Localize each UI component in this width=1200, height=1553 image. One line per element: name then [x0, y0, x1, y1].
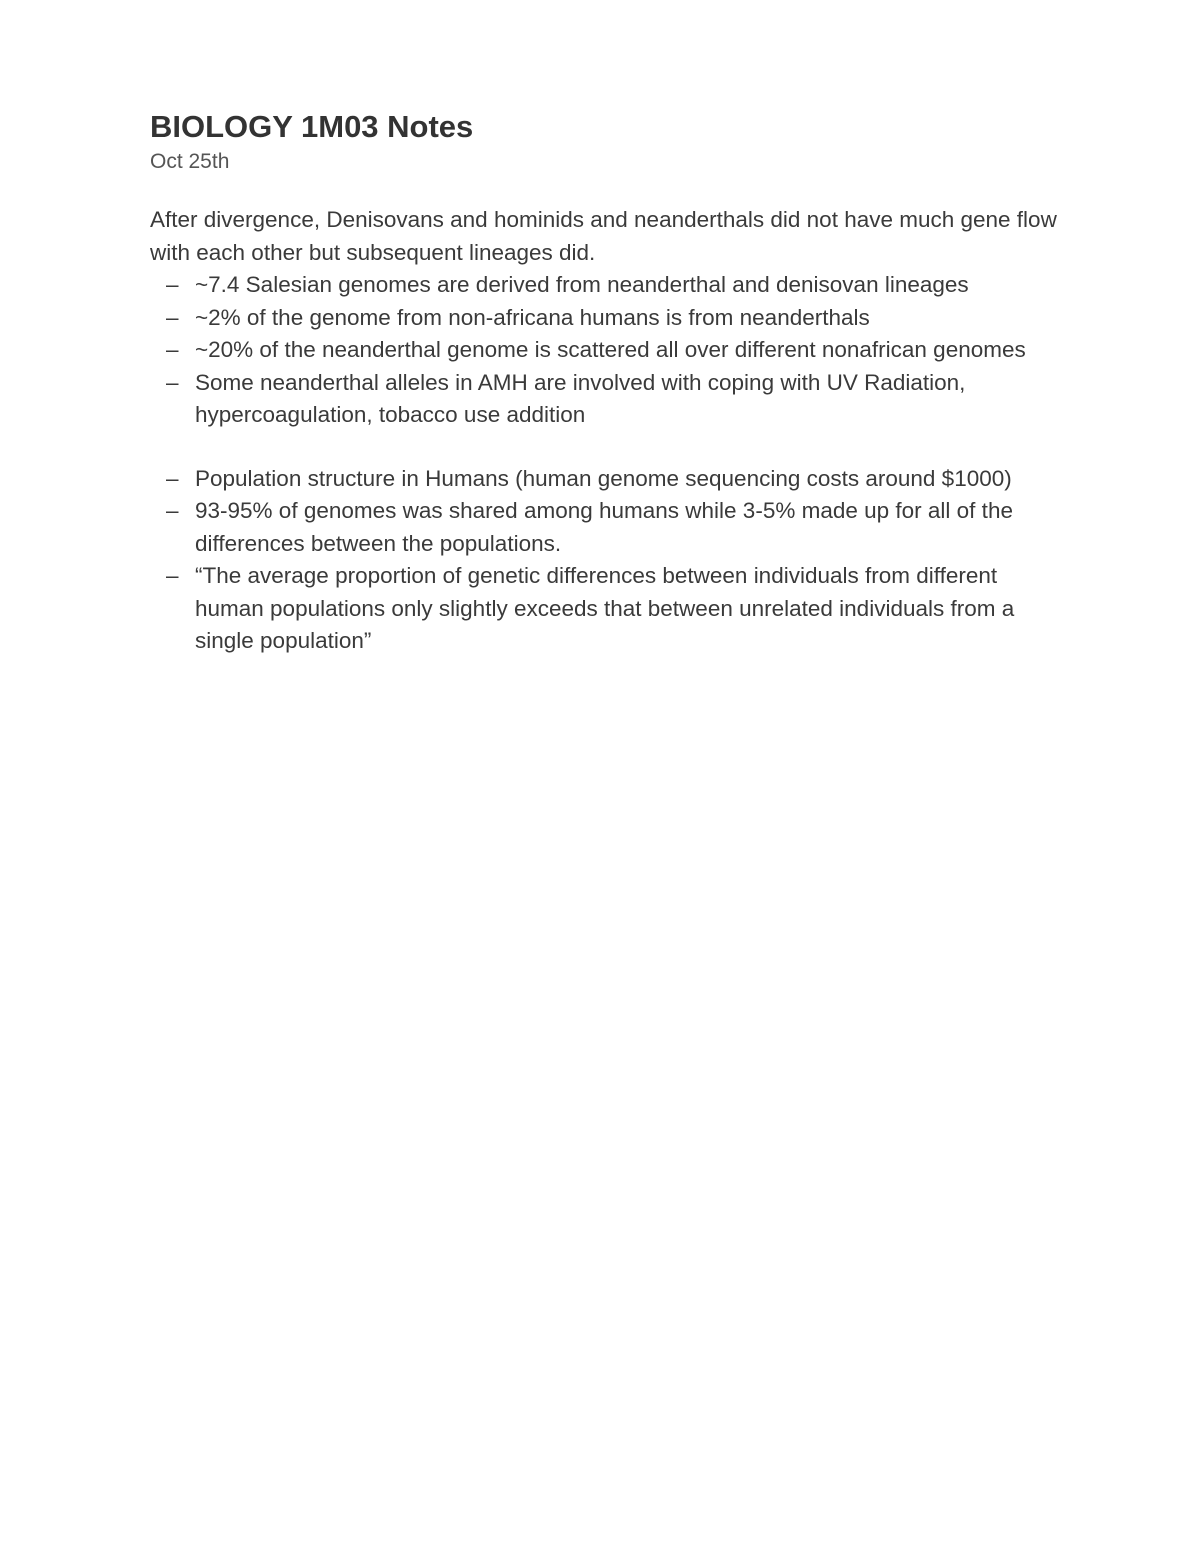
list-item	[150, 560, 1060, 658]
list-item	[150, 463, 1060, 496]
bullet-dash: –	[166, 369, 179, 395]
notes-page	[150, 108, 1060, 658]
list-item-text: ~2% of the genome from non-africana humans is from neanderthals	[195, 304, 870, 330]
note-date: Oct 25th	[150, 150, 230, 173]
bullet-dash: –	[166, 498, 179, 523]
bullet-dash: –	[166, 304, 179, 330]
list-item-text: ~20% of the neanderthal genome is scattered all over different nonafrican genomes	[195, 337, 1026, 362]
list-item	[150, 334, 1060, 367]
list-item-text: “The average proportion of genetic differences between individuals from different human populations only slightly exceeds that between unrelated individuals from a single population”	[195, 563, 1015, 653]
list-item-text: Some neanderthal alleles in AMH are involved with coping with UV Radiation, hypercoagulation, tobacco use addition	[195, 369, 966, 427]
list-item-text: Population structure in Humans (human genome sequencing costs around $1000)	[195, 465, 1012, 491]
list-item	[150, 495, 1060, 560]
bullet-dash: –	[166, 337, 179, 362]
bullet-dash: –	[166, 563, 179, 588]
bullet-dash: –	[166, 272, 179, 297]
list-item-text: ~7.4 Salesian genomes are derived from neanderthal and denisovan lineages	[195, 272, 969, 297]
page-title: BIOLOGY 1M03 Notes	[150, 109, 474, 144]
list-item-text: 93-95% of genomes was shared among humans while 3-5% made up for all of the differences between the populations.	[195, 498, 1013, 556]
list-item	[150, 269, 1060, 302]
blank-line	[150, 432, 1060, 463]
intro-paragraph: After divergence, Denisovans and hominids and neanderthals did not have much gene flow with each other but subsequent lineages did.	[150, 207, 1057, 265]
bullet-dash: –	[166, 465, 179, 491]
list-item	[150, 302, 1060, 335]
list-item	[150, 367, 1060, 432]
bullet-list-2	[150, 463, 1060, 658]
bullet-list-1	[150, 269, 1060, 432]
